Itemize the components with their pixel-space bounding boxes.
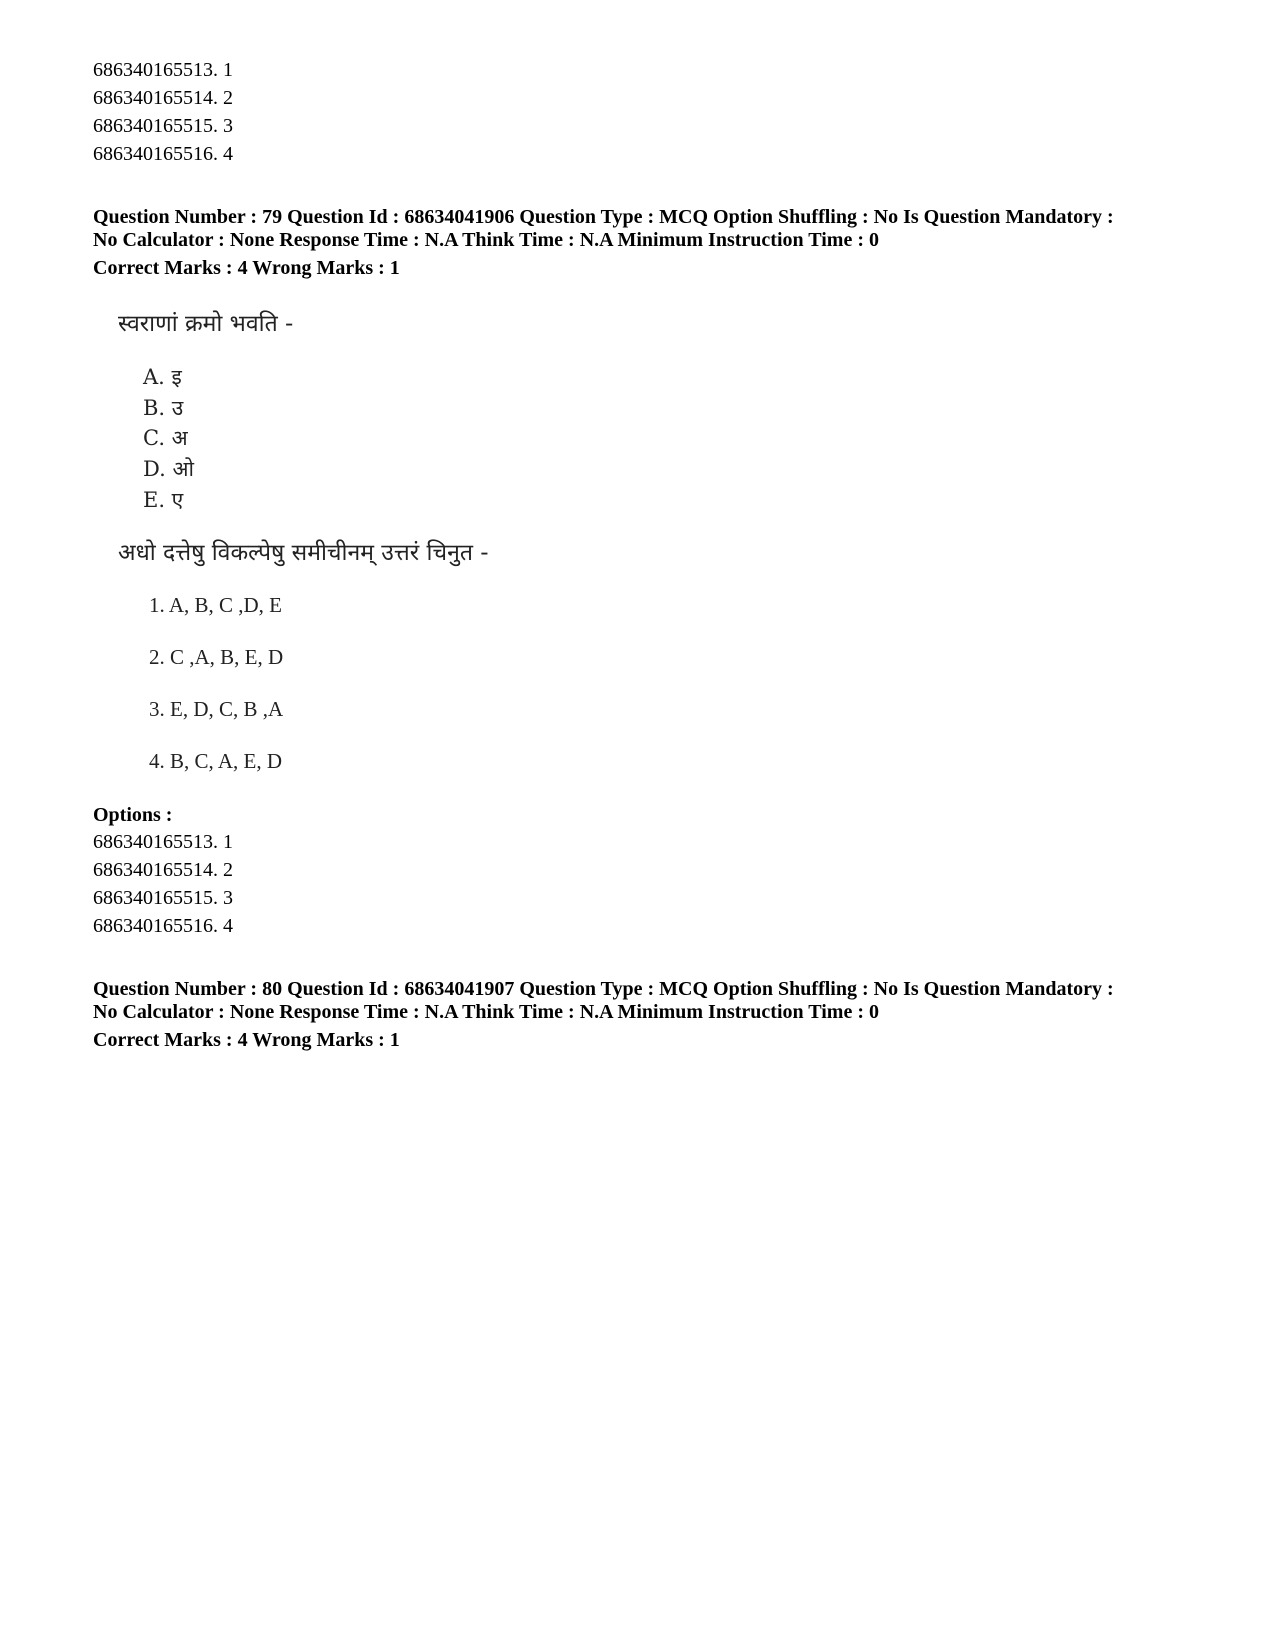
question-choice: 3. E, D, C, B ,A [149, 697, 284, 721]
question-choice: 4. B, C, A, E, D [149, 749, 283, 773]
question-header-79-cont: No Calculator : None Response Time : N.A Think Time : N.A Minimum Instruction Time : 0 [93, 229, 879, 251]
question-item: C. अ [143, 426, 188, 450]
option-line: 686340165516. 4 [93, 915, 233, 937]
question-stem: स्वराणां क्रमो भवति - [118, 311, 294, 337]
question-marks-80: Correct Marks : 4 Wrong Marks : 1 [93, 1029, 400, 1051]
question-choice: 1. A, B, C ,D, E [149, 593, 283, 617]
option-line: 686340165513. 1 [93, 831, 233, 853]
option-line: 686340165513. 1 [93, 59, 233, 81]
option-line: 686340165516. 4 [93, 143, 233, 165]
question-marks-79: Correct Marks : 4 Wrong Marks : 1 [93, 257, 400, 279]
option-line: 686340165514. 2 [93, 87, 233, 109]
question-instruction: अधो दत्तेषु विकल्पेषु समीचीनम् उत्तरं चिनुत - [118, 540, 489, 566]
question-header-79: Question Number : 79 Question Id : 68634041906 Question Type : MCQ Option Shuffling : No Is Question Mandatory : [93, 206, 1114, 228]
question-item: D. ओ [143, 457, 194, 481]
option-line: 686340165514. 2 [93, 859, 233, 881]
options-label: Options : [93, 804, 173, 826]
option-line: 686340165515. 3 [93, 115, 233, 137]
question-header-80-cont: No Calculator : None Response Time : N.A Think Time : N.A Minimum Instruction Time : 0 [93, 1001, 879, 1023]
option-line: 686340165515. 3 [93, 887, 233, 909]
question-header-80: Question Number : 80 Question Id : 68634041907 Question Type : MCQ Option Shuffling : No Is Question Mandatory : [93, 978, 1114, 1000]
question-item: B. उ [143, 396, 184, 420]
question-choice: 2. C ,A, B, E, D [149, 645, 284, 669]
question-item: A. इ [143, 365, 182, 389]
question-item: E. ए [143, 488, 184, 512]
